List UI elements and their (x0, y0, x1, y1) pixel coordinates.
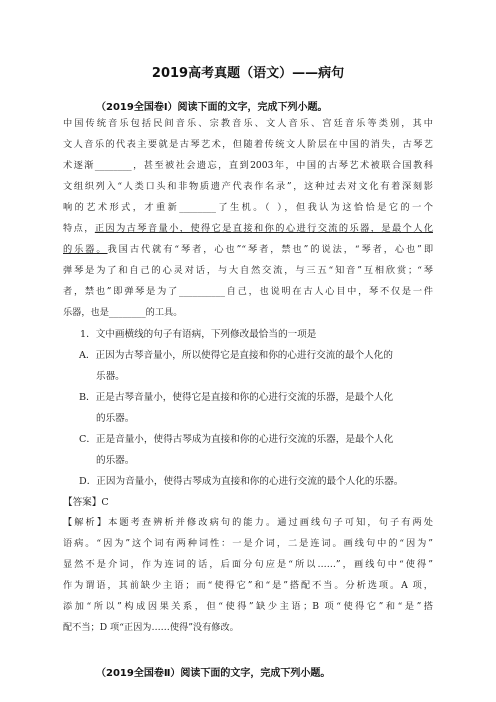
option-a-cont: 乐器。 (96, 371, 125, 382)
passage-line: 弹琴是为了和自己的心灵对话，与大自然交流，与三五“知音”互相欣赏；“琴 (63, 265, 433, 276)
underlined-sentence: 的乐器。 (63, 244, 108, 255)
option-b: B．正是古琴音量小，使得它是直接和你的心进行交流的乐器，是最个人化 (79, 392, 394, 403)
passage-line: 乐器，也是________的工具。 (63, 307, 183, 318)
option-b-cont: 的乐器。 (96, 413, 135, 424)
analysis-line: 语病。“因为”这个词有两种词性：一是介词，二是连词。画线句中的“因为” (63, 538, 433, 549)
section-heading-2: （2019全国卷Ⅱ）阅读下面的文字，完成下列小题。 (96, 668, 331, 679)
option-c-cont: 的乐器。 (96, 455, 135, 466)
option-c: C．正是音量小，使得古琴成为直接和你的心进行交流的乐器，是最个人化 (79, 434, 394, 445)
option-a: A．正因为古琴音量小，所以使得它是直接和你的心进行交流的最个人化的 (79, 350, 393, 361)
question-stem: 1．文中画横线的句子有语病，下列修改最恰当的一项是 (80, 329, 317, 340)
analysis-line: 作为谓语，其前缺少主语；而“使得它”和“是”搭配不当。分析选项。A 项， (63, 580, 433, 591)
passage-line: 的乐器。我国古代就有“琴者，心也”“琴者，禁也”的说法，“琴者，心也”即 (63, 244, 433, 255)
passage-line: 特点，正因为古琴音量小，使得它是直接和你的心进行交流的乐器，是最个人化 (63, 223, 433, 234)
passage-line: 者，禁也”即弹琴是为了__________自己，也说明在古人心目中，琴不仅是一件 (63, 286, 433, 297)
passage-line: 文组织列入“人类口头和非物质遗产代表作名录”，这种过去对文化有着深刻影 (63, 181, 433, 192)
passage-line: 术逐渐________，甚至被社会遗忘，直到2003年，中国的古琴艺术被联合国教科 (63, 160, 433, 171)
passage-line: 中国传统音乐包括民间音乐、宗教音乐、文人音乐、宫廷音乐等类别，其中 (63, 118, 433, 129)
analysis-line: 【解析】本题考查辨析并修改病句的能力。通过画线句子可知，句子有两处 (63, 517, 433, 528)
answer: 【答案】C (63, 497, 109, 508)
analysis-line: 显然不是介词，作为连词的话，后面分句应是“所以……”，画线句中“使得” (63, 559, 433, 570)
analysis-line: 配不当；D 项“正因为……使得”没有修改。 (63, 622, 239, 633)
page-title: 2019高考真题（语文）——病句 (151, 66, 345, 81)
passage-line: 响的艺术形式，才重新________了生机。（ ），但我认为这恰恰是它的一个 (63, 202, 433, 213)
section-heading-1: （2019全国卷Ⅰ）阅读下面的文字，完成下列小题。 (96, 102, 328, 113)
analysis-line: 添加“所以”构成因果关系，但“使得”缺少主语；B 项“使得它”和“是”搭 (63, 601, 433, 612)
option-d: D．正因为音量小，使得古琴成为直接和你的心进行交流的最个人化的乐器。 (79, 476, 404, 487)
passage-line: 文人音乐的代表主要就是古琴艺术，但随着传统文人阶层在中国的消失，古琴艺 (63, 139, 433, 150)
underlined-sentence: 正因为古琴音量小，使得它是直接和你的心进行交流的乐器，是最个人化 (94, 223, 433, 234)
